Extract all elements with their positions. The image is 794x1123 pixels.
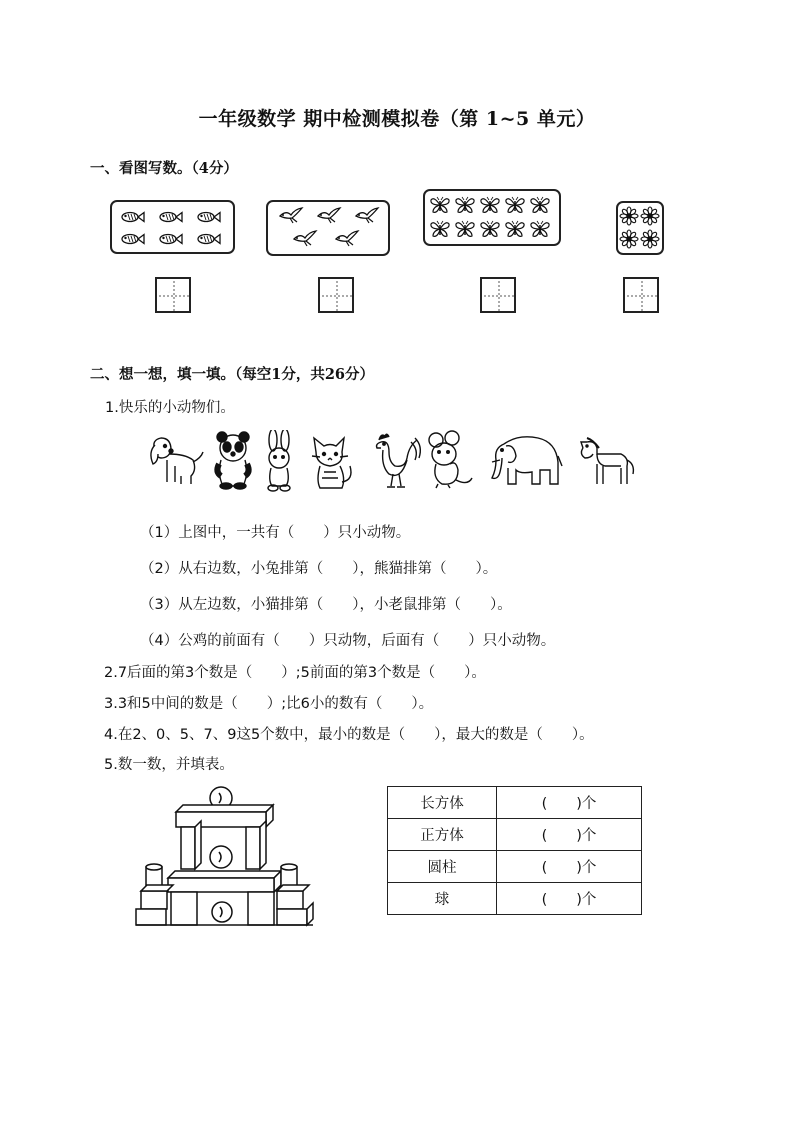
butterfly-icon <box>425 191 559 244</box>
panda-icon <box>217 432 249 489</box>
bird-icon <box>268 202 388 254</box>
page-title: 一年级数学 期中检测模拟卷（第 1~5 单元） <box>198 108 596 130</box>
shape-name: 圆柱 <box>388 851 497 883</box>
answer-box-butterfly[interactable] <box>480 277 516 313</box>
horse-icon <box>581 438 633 484</box>
shape-name: 正方体 <box>388 819 497 851</box>
table-row <box>388 883 642 915</box>
question-1-title: 1.快乐的小动物们。 <box>105 400 235 416</box>
rabbit-icon <box>268 430 290 491</box>
rooster-icon <box>377 434 421 487</box>
answer-box-fish[interactable] <box>155 277 191 313</box>
count-blank[interactable]: ( )个 <box>497 819 642 851</box>
fish-group <box>110 200 235 254</box>
table-row <box>388 787 642 819</box>
question-4: 4.在2、0、5、7、9这5个数中，最小的数是（ ），最大的数是（ ）。 <box>104 727 594 743</box>
butterfly-group <box>423 189 561 246</box>
question-2: 2.7后面的第3个数是（ ）;5前面的第3个数是（ ）。 <box>104 665 486 681</box>
table-row <box>388 819 642 851</box>
question-1-2: （2）从右边数，小兔排第（ ），熊猫排第（ ）。 <box>140 561 498 577</box>
cat-icon <box>312 438 351 488</box>
count-table <box>387 786 642 915</box>
dog-icon <box>151 438 203 484</box>
shape-name: 长方体 <box>388 787 497 819</box>
answer-box-flower[interactable] <box>623 277 659 313</box>
question-5: 5.数一数，并填表。 <box>104 757 234 773</box>
animals-row <box>145 430 640 492</box>
question-3: 3.3和5中间的数是（ ）;比6小的数有（ ）。 <box>104 696 434 712</box>
table-row <box>388 851 642 883</box>
count-blank[interactable]: ( )个 <box>497 883 642 915</box>
section2-heading: 二、想一想，填一填。（每空1分，共26分） <box>90 366 375 383</box>
question-1-4: （4）公鸡的前面有（ ）只动物，后面有（ ）只小动物。 <box>140 633 556 649</box>
question-1-3: （3）从左边数，小猫排第（ ），小老鼠排第（ ）。 <box>140 597 512 613</box>
block-building-figure <box>133 785 318 930</box>
section1-heading: 一、看图写数。（4分） <box>90 160 238 177</box>
mouse-icon <box>429 431 472 488</box>
fish-icon <box>112 202 233 252</box>
question-1-1: （1）上图中，一共有（ ）只小动物。 <box>140 525 411 541</box>
answer-box-bird[interactable] <box>318 277 354 313</box>
shape-name: 球 <box>388 883 497 915</box>
elephant-icon <box>492 437 562 484</box>
count-blank[interactable]: ( )个 <box>497 851 642 883</box>
flower-icon <box>618 203 662 253</box>
flower-group <box>616 201 664 255</box>
bird-group <box>266 200 390 256</box>
count-blank[interactable]: ( )个 <box>497 787 642 819</box>
